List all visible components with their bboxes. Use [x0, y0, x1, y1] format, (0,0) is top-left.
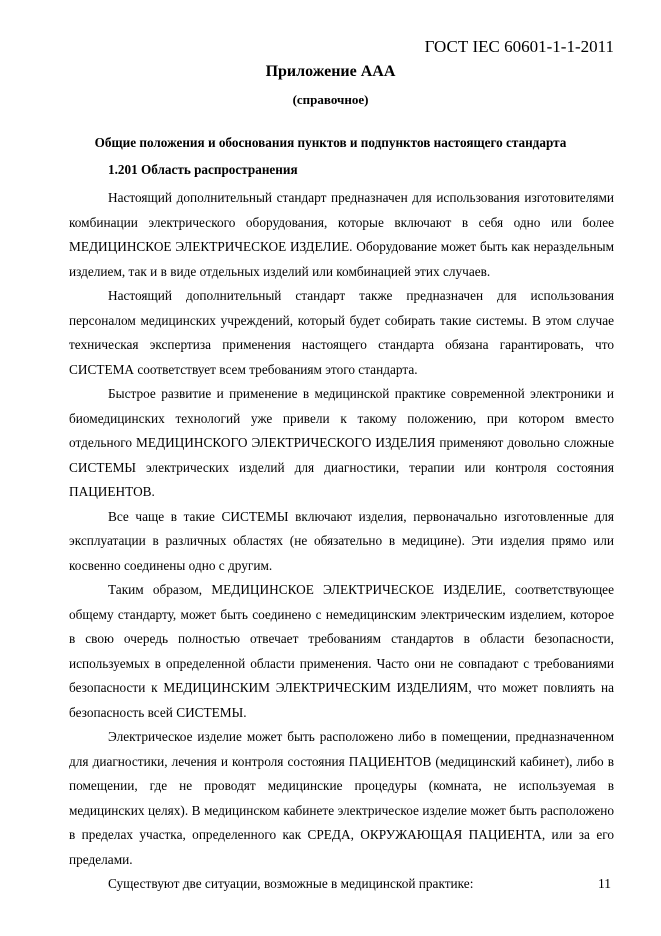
page-number: 11 — [598, 876, 611, 891]
paragraph: Существуют две ситуации, возможные в медицинской практике: — [108, 876, 474, 891]
subsection-heading: 1.201 Область распространения — [108, 162, 298, 177]
paragraph: Настоящий дополнительный стандарт предназначен для использования изготовителями комбинации электрического оборудования, которые включают в себя одно или более МЕДИЦИНСКОЕ ЭЛЕКТРИЧЕСКОЕ ИЗДЕЛИЕ. Оборудование может быть как нераздельным изделием, так и в виде отдельных изделий или комбинацией этих случаев. — [69, 190, 614, 279]
section-heading: Общие положения и обоснования пунктов и подпунктов настоящего стандарта — [94, 135, 567, 150]
appendix-title: Приложение ААА — [265, 63, 396, 80]
body-text — [69, 186, 614, 897]
paragraph: Все чаще в такие СИСТЕМЫ включают изделия, первоначально изготовленные для эксплуатации в различных областях (не обязательно в медицине). Эти изделия прямо или косвенно соединены одно с другим. — [69, 508, 614, 573]
paragraph: Таким образом, МЕДИЦИНСКОЕ ЭЛЕКТРИЧЕСКОЕ ИЗДЕЛИЕ, соответствующее общему стандарту, может быть соединено с немедицинским электрическим изделием, которое в свою очередь полностью отвечает требованиям стандартов в области безопасности, используемых в определенной области применения. Часто они не совпадают с требованиями безопасности к МЕДИЦИНСКИМ ЭЛЕКТРИЧЕСКИМ ИЗДЕЛИЯМ, что может повлиять на безопасность всей СИСТЕМЫ. — [69, 582, 614, 720]
appendix-subtitle: (справочное) — [292, 92, 369, 107]
paragraph: Быстрое развитие и применение в медицинской практике современной электроники и биомедицинских технологий уже привели к такому положению, при котором вместо отдельного МЕДИЦИНСКОГО ЭЛЕКТРИЧЕСКОГО ИЗДЕЛИЯ применяют довольно сложные СИСТЕМЫ электрических изделий для диагностики, терапии или контроля состояния ПАЦИЕНТОВ. — [69, 386, 614, 499]
document-standard-header: ГОСТ IEC 60601-1-1-2011 — [424, 37, 614, 56]
paragraph: Электрическое изделие может быть расположено либо в помещении, предназначенном для диагностики, лечения и контроля состояния ПАЦИЕНТОВ (медицинский кабинет), либо в помещении, где не проводят медицинские процедуры (комната, не используемая в медицинских целях). В медицинском кабинете электрическое изделие может быть расположено в пределах участка, определенного как СРЕДА, ОКРУЖАЮЩАЯ ПАЦИЕНТА, или за его пределами. — [69, 729, 614, 867]
paragraph: Настоящий дополнительный стандарт также предназначен для использования персоналом медицинских учреждений, который будет собирать такие системы. В этом случае техническая экспертиза применения настоящего стандарта обязана гарантировать, что СИСТЕМА соответствует всем требованиям этого стандарта. — [69, 288, 614, 377]
